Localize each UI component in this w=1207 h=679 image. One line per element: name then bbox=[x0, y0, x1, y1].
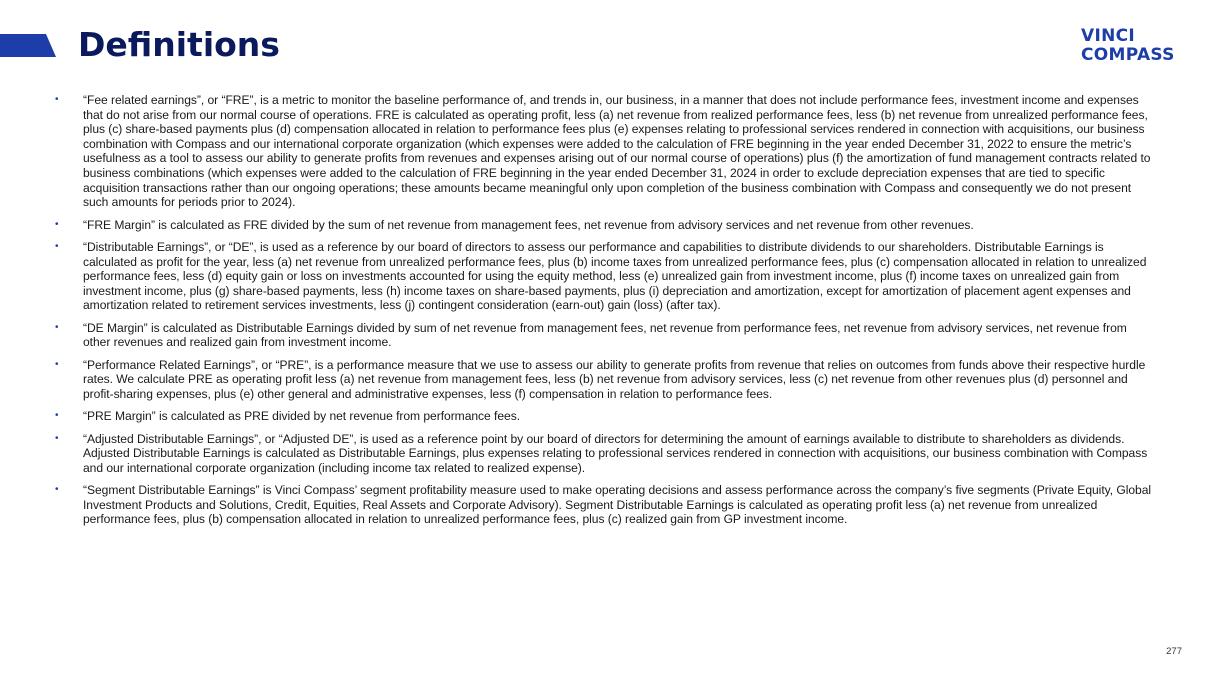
vinci-compass-logo bbox=[1081, 27, 1185, 65]
definition-text: “DE Margin” is calculated as Distributable Earnings divided by sum of net revenue from management fees, net revenue from performance fees, net revenue from advisory services, net revenue from other revenues and realized gain from investment income. bbox=[83, 320, 1127, 350]
definition-segment-de bbox=[52, 483, 1157, 527]
page-number: 277 bbox=[1166, 646, 1182, 657]
bullet-icon: • bbox=[55, 94, 59, 105]
bullet-icon: • bbox=[55, 410, 59, 422]
definition-de bbox=[52, 240, 1157, 313]
definition-de-margin bbox=[52, 321, 1157, 350]
bullet-icon: • bbox=[55, 484, 59, 496]
bullet-icon: • bbox=[55, 321, 59, 333]
definition-text: “PRE Margin” is calculated as PRE divided by net revenue from performance fees. bbox=[83, 409, 521, 424]
page-title: Definitions bbox=[78, 25, 280, 64]
logo-line-vinci: VINCI bbox=[1081, 26, 1136, 46]
definition-adjusted-de bbox=[52, 432, 1157, 476]
definition-text: “Segment Distributable Earnings” is Vinci Compass’ segment profitability measure used to make operating decisions and assess performance across the company’s five segments (Private Equity, Global Investment Products and Solutions, Credit, Equities, Real Assets and Corporate Advisory). Segment Distributable Earnings is calculated as operating profit less (a) net revenue from unrealized performance fees, plus (b) compensation allocated in relation to unrealized performance fees, plus (c) realized gain from GP investment income. bbox=[83, 483, 1152, 527]
definition-fre bbox=[52, 93, 1157, 210]
bullet-icon: • bbox=[55, 240, 59, 252]
definition-text: “Distributable Earnings”, or “DE”, is used as a reference by our board of directors to assess our performance and capabilities to distribute dividends to our shareholders. Distributable Earnings is calculated as profit for the year, less (a) net revenue from unrealized performance fees, plus (b) income taxes from unrealized performance fees, plus (c) compensation allocated in relation to unrealized performance fees, less (d) equity gain or loss on investments accounted for using the equity method, less (e) unrealized gain from investment income, plus (f) income taxes on unrealized gain from investment income, plus (g) share-based payments, less (h) income taxes on share-based payments, plus (i) depreciation and amortization, except for amortization of placement agent expenses and amortization related to retirement services investments, less (j) contingent consideration (earn-out) gain (loss) (after tax). bbox=[83, 239, 1147, 313]
definitions-list bbox=[52, 93, 1157, 535]
bullet-icon: • bbox=[55, 432, 59, 444]
definition-text: “Fee related earnings”, or “FRE”, is a metric to monitor the baseline performance of, and trends in, our business, in a manner that does not include performance fees, investment income and expenses that do not arise from our normal course of operations. FRE is calculated as operating profit, less (a) net revenue from realized performance fees, less (b) net revenue from unrealized performance fees, plus (c) share-based payments plus (d) compensation allocated in relation to performance fees plus (e) expenses relating to professional services rendered in connection with acquisitions, our business combination with Compass and our international corporate organization (which expenses were added to the calculation of FRE beginning in the year ended December 31, 2022 to ensure the metric’s usefulness as a tool to assess our ability to generate profits from revenues and expenses arising out of our normal course of operations) plus (f) the amortization of fund management contracts related to business combinations (which expenses were added to the calculation of FRE beginning in the year ended December 31, 2024 in order to exclude depreciation expenses that are tied to specific acquisition transactions rather than our ongoing operations; these amounts became meaningful only upon completion of the business combination with Compass and consequently we do not present such amounts for periods prior to 2024). bbox=[83, 93, 1151, 210]
logo-line-compass: COMPASS bbox=[1081, 45, 1175, 65]
definition-text: “Adjusted Distributable Earnings”, or “Adjusted DE”, is used as a reference point by our board of directors for determining the amount of earnings available to distribute to shareholders as dividends. Adjusted Distributable Earnings is calculated as Distributable Earnings, plus expenses relating to professional services rendered in connection with acquisitions, our business combination with Compass and our international corporate organization (including income tax related to realized expense). bbox=[83, 431, 1148, 475]
definition-text: “Performance Related Earnings”, or “PRE”, is a performance measure that we use to assess our ability to generate profits from revenue that relies on outcomes from funds above their respective hurdle rates. We calculate PRE as operating profit less (a) net revenue from management fees, less (b) net revenue from advisory services, less (c) net revenue from other revenues plus (d) personnel and profit-sharing expenses, plus (e) other general and administrative expenses, less (f) compensation in relation to performance fees. bbox=[83, 357, 1146, 401]
definition-pre bbox=[52, 358, 1157, 402]
definition-pre-margin bbox=[52, 409, 1157, 424]
accent-bar bbox=[0, 34, 56, 57]
definition-text: “FRE Margin” is calculated as FRE divided by the sum of net revenue from management fees, net revenue from advisory services and net revenue from other revenues. bbox=[83, 217, 974, 232]
definition-fre-margin bbox=[52, 218, 1157, 233]
bullet-icon: • bbox=[55, 218, 59, 230]
bullet-icon: • bbox=[55, 358, 59, 370]
